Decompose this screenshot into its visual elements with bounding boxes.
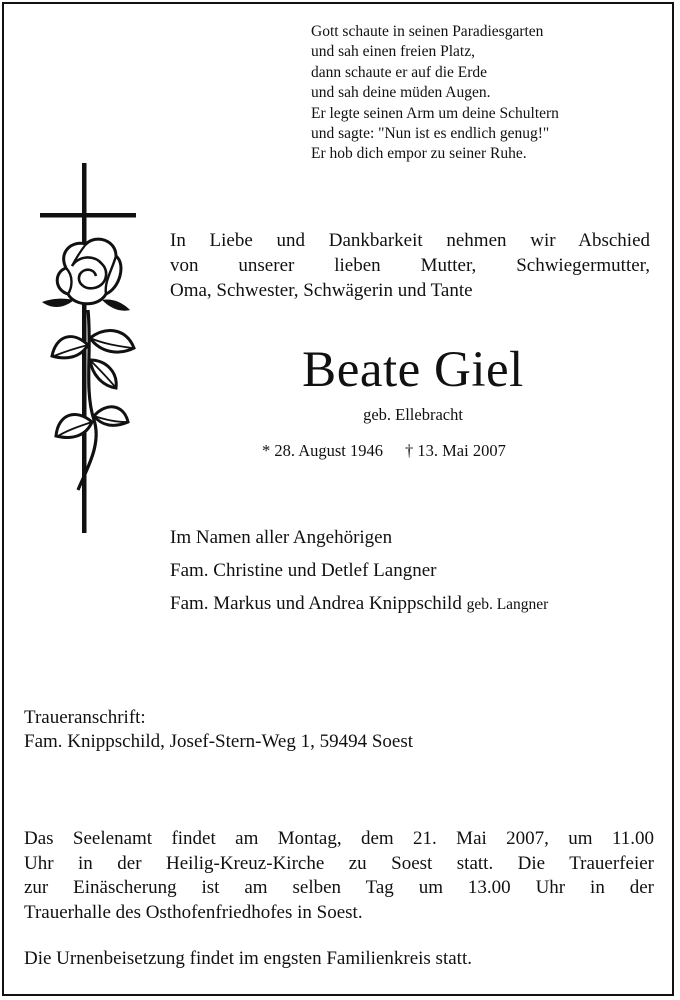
intro-line: In Liebe und Dankbarkeit nehmen wir Abschied [170,230,650,251]
family-line-with-suffix [170,591,548,617]
family-line-suffix: geb. Langner [466,596,549,613]
poem [311,22,559,165]
urn-burial-note: Die Urnenbeisetzung findet im engsten Familienkreis statt. [24,948,472,969]
cross-with-rose-icon [22,160,152,535]
poem-line: dann schaute er auf die Erde [311,63,488,81]
intro-line: Oma, Schwester, Schwägerin und Tante [170,280,473,301]
poem-line: und sah einen freien Platz, [311,43,475,61]
life-dates [262,440,506,462]
family-signatures [170,525,548,625]
address-label: Traueranschrift: [24,707,146,728]
farewell-intro [170,228,650,303]
poem-line: und sagte: "Nun ist es endlich genug!" [311,125,550,143]
service-line: Das Seelenamt findet am Montag, dem 21. Mai 2007, um 11.00 [24,828,654,849]
service-info [24,827,654,925]
poem-line: Gott schaute in seinen Paradiesgarten [311,23,544,40]
poem-line: Er hob dich empor zu seiner Ruhe. [311,145,527,163]
family-line: Fam. Christine und Detlef Langner [170,560,437,581]
poem-line: Er legte seinen Arm um deine Schultern [311,104,559,122]
service-line: zur Einäscherung ist am selben Tag um 13.00 Uhr in der [24,877,654,898]
service-line: Uhr in der Heilig-Kreuz-Kirche zu Soest statt. Die Trauerfeier [24,852,654,874]
deceased-name: Beate Giel [302,342,524,398]
family-line: Fam. Markus und Andrea Knippschild [170,593,462,614]
mourning-address [24,706,413,754]
family-heading: Im Namen aller Angehörigen [170,527,393,548]
poem-line: und sah deine müden Augen. [311,84,491,102]
death-date: † 13. Mai 2007 [405,441,506,460]
birth-date: * 28. August 1946 [262,441,384,460]
intro-line: von unserer lieben Mutter, Schwiegermutter, [170,255,650,276]
address-value: Fam. Knippschild, Josef-Stern-Weg 1, 59494 Soest [24,731,413,752]
maiden-name: geb. Ellebracht [363,405,463,424]
service-line: Trauerhalle des Osthofenfriedhofes in Soest. [24,901,363,923]
